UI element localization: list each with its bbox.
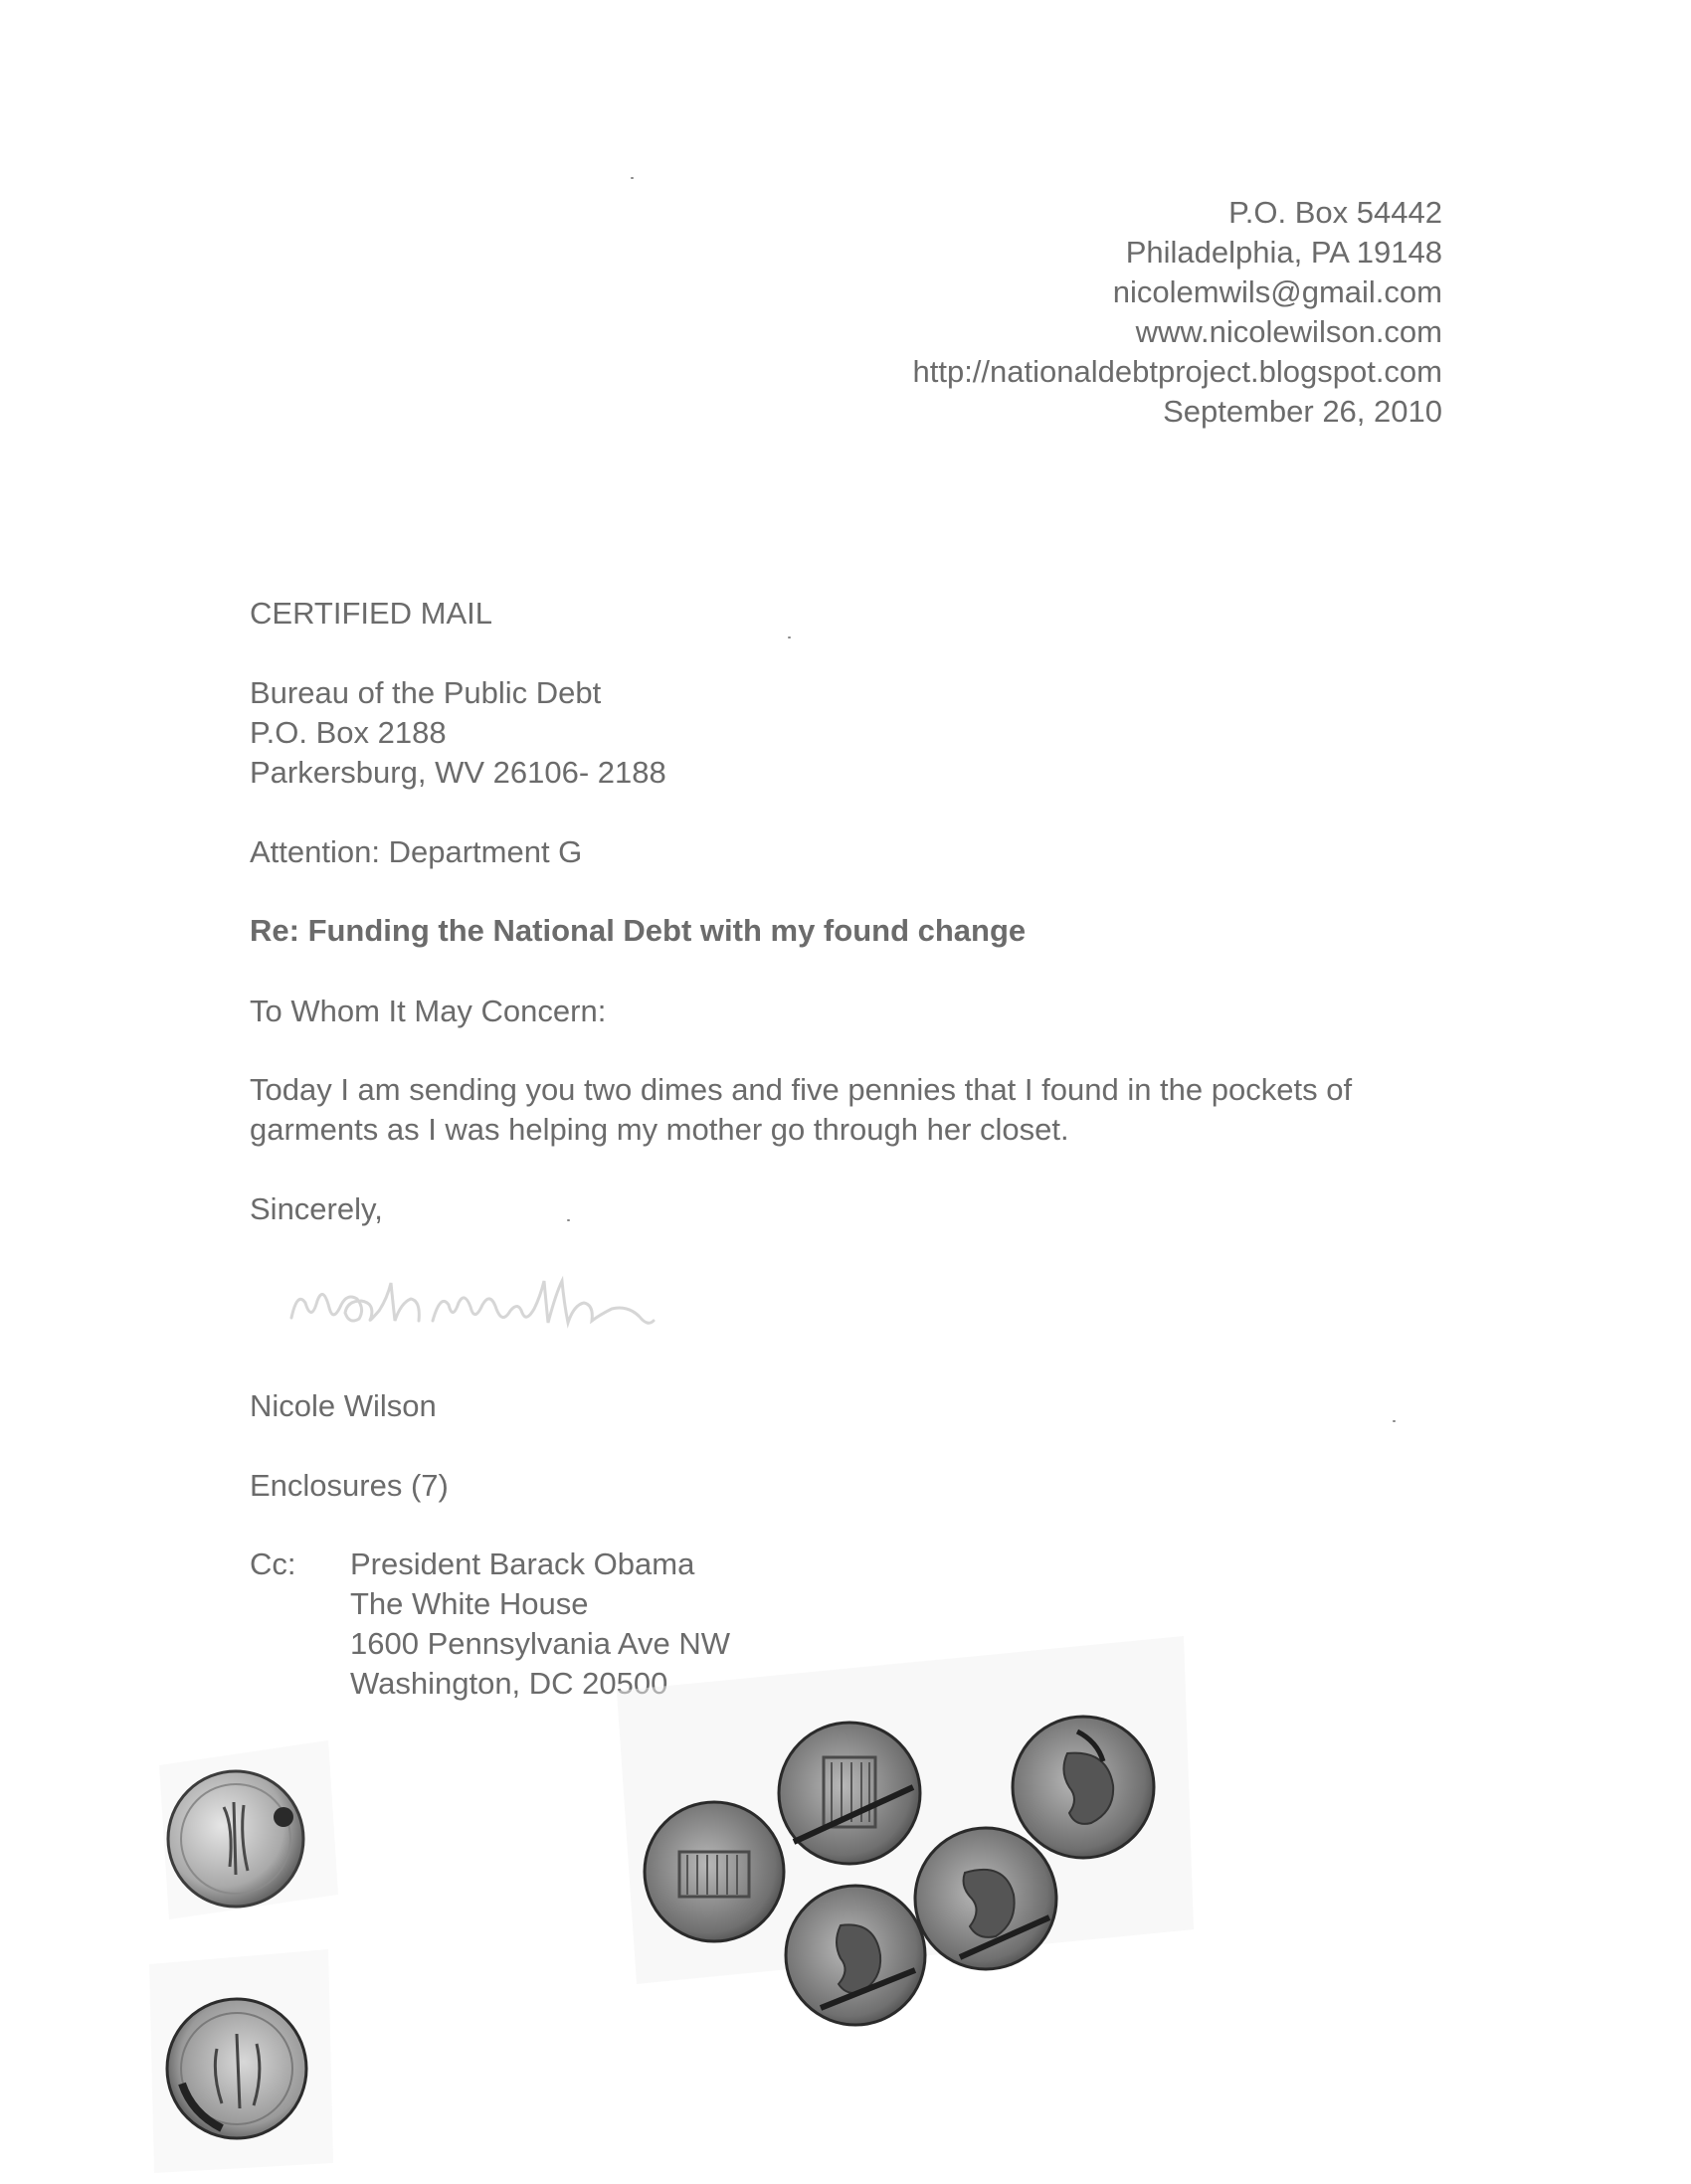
subject-line: Re: Funding the National Debt with my found change xyxy=(250,913,1027,948)
cc-label: Cc: xyxy=(250,1547,296,1581)
sender-website: www.nicolewilson.com xyxy=(1135,314,1442,349)
letter-date: September 26, 2010 xyxy=(1163,394,1442,429)
attention-line: Attention: Department G xyxy=(250,834,583,869)
penny-icon xyxy=(781,1881,930,2030)
mail-type: CERTIFIED MAIL xyxy=(250,596,493,631)
salutation: To Whom It May Concern: xyxy=(250,994,607,1028)
scan-speck xyxy=(1393,1420,1396,1422)
signature-image xyxy=(283,1263,821,1343)
dime-icon xyxy=(162,1994,311,2143)
sender-email: nicolemwils@gmail.com xyxy=(1112,274,1442,309)
recipient-name: Bureau of the Public Debt xyxy=(250,675,602,710)
penny-icon xyxy=(774,1718,925,1869)
cc-recipient-street: 1600 Pennsylvania Ave NW xyxy=(350,1626,730,1661)
scan-speck xyxy=(788,637,791,638)
cc-recipient-org: The White House xyxy=(350,1586,589,1621)
sender-city-state: Philadelphia, PA 19148 xyxy=(1125,235,1442,270)
recipient-city-state-zip: Parkersburg, WV 26106- 2188 xyxy=(250,755,666,790)
signer-name: Nicole Wilson xyxy=(250,1388,437,1423)
cc-recipient-city: Washington, DC 20500 xyxy=(350,1666,668,1701)
sender-blog: http://nationaldebtproject.blogspot.com xyxy=(912,354,1442,389)
body-line-1: Today I am sending you two dimes and five pennies that I found in the pockets of xyxy=(250,1072,1353,1107)
body-line-2: garments as I was helping my mother go through her closet. xyxy=(250,1112,1069,1147)
dime-icon xyxy=(164,1767,308,1911)
cc-recipient-name: President Barack Obama xyxy=(350,1547,695,1581)
scan-speck xyxy=(567,1219,570,1221)
sender-po-box: P.O. Box 54442 xyxy=(1228,195,1442,230)
closing: Sincerely, xyxy=(250,1191,383,1226)
penny-icon xyxy=(640,1797,789,1946)
penny-icon xyxy=(1008,1712,1159,1863)
scan-speck xyxy=(631,177,634,179)
enclosures-line: Enclosures (7) xyxy=(250,1468,449,1503)
recipient-po-box: P.O. Box 2188 xyxy=(250,715,447,750)
